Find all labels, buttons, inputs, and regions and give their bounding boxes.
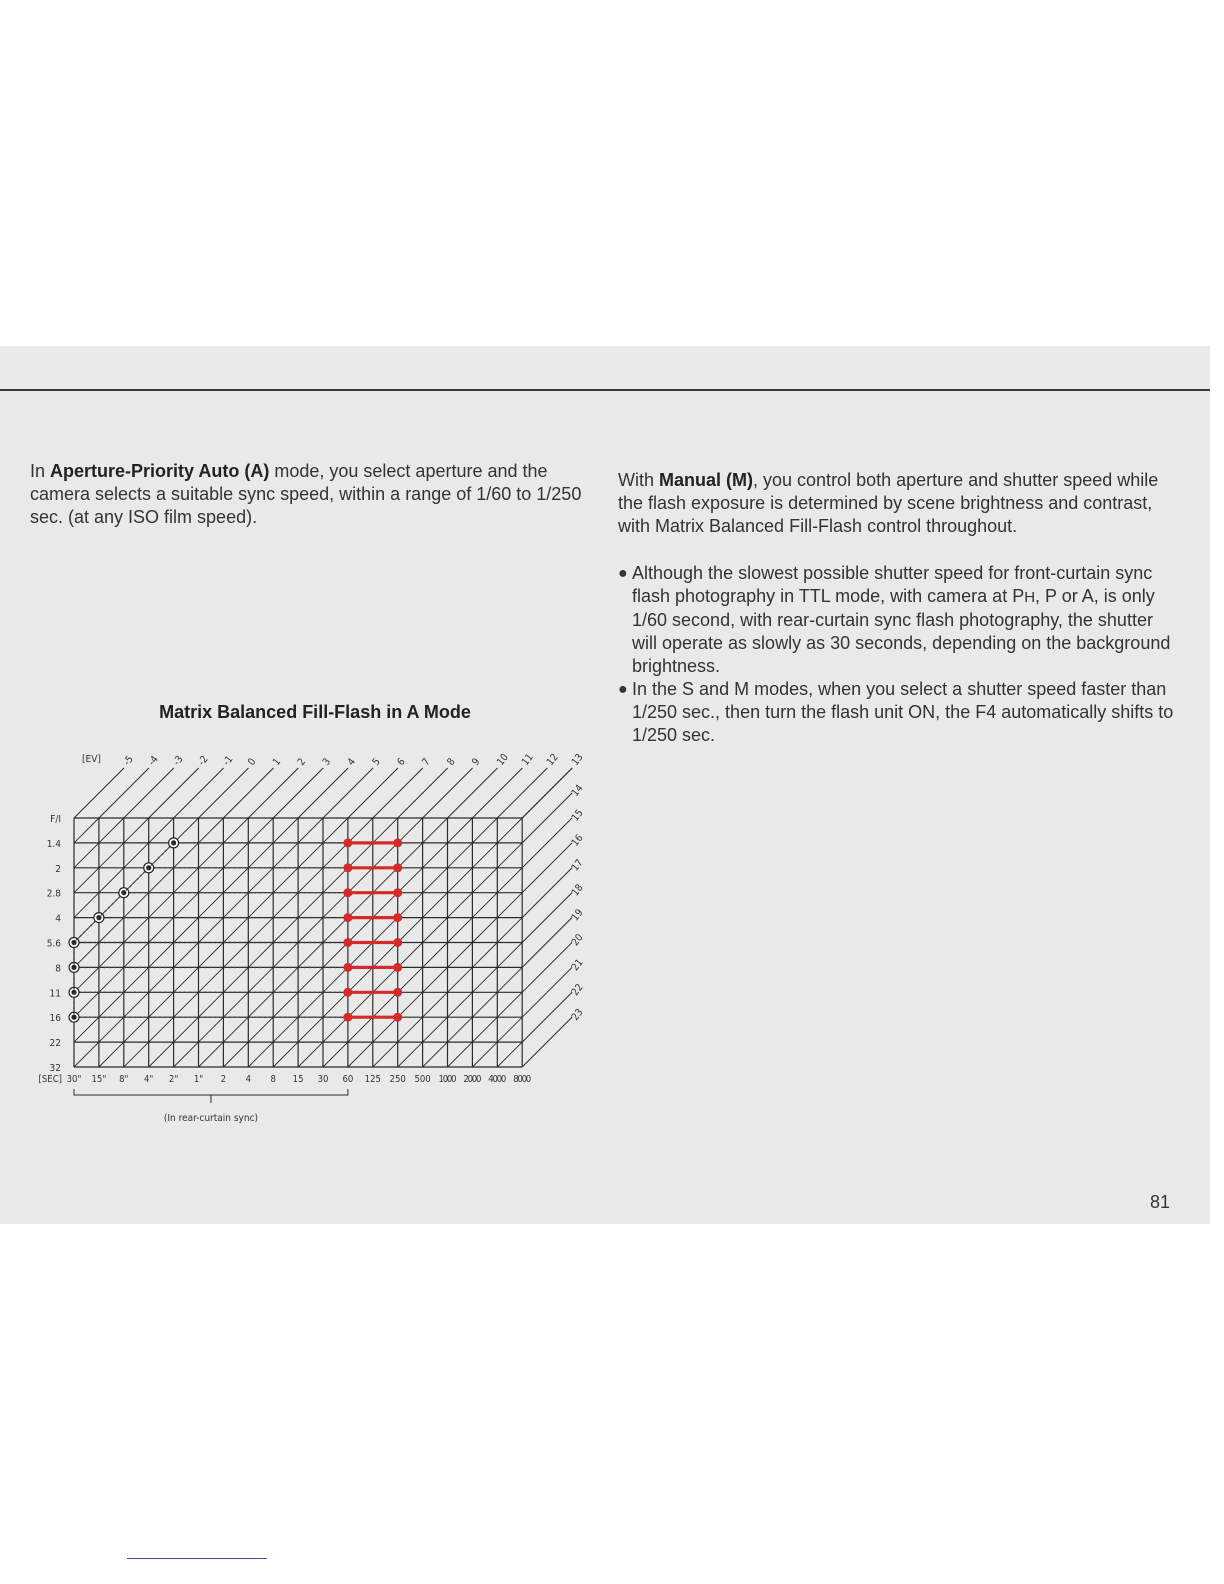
ev-diagonal bbox=[74, 843, 99, 868]
ev-diagonal-right bbox=[522, 917, 572, 967]
ev-diagonal-right bbox=[522, 768, 572, 818]
ev-diagonal bbox=[497, 943, 522, 968]
ev-diagonal bbox=[74, 1042, 99, 1067]
ev-diagonal-top bbox=[74, 768, 124, 818]
shutter-label: 4000 bbox=[488, 1074, 507, 1085]
ev-diagonal-top bbox=[99, 768, 149, 818]
intro-text-start: In bbox=[30, 461, 51, 481]
shutter-label: 30" bbox=[66, 1074, 82, 1085]
note-text: Although the slowest possible shutter speed for front-curtain sync flash photography in TTL mode, with camera at P bbox=[632, 563, 1153, 606]
ev-diagonal bbox=[472, 1042, 497, 1067]
ev-diagonal bbox=[223, 992, 248, 1017]
aperture-label: 1.4 bbox=[46, 838, 61, 850]
ev-diagonal bbox=[373, 1042, 398, 1067]
ev-diagonal bbox=[99, 992, 124, 1017]
ev-diagonal bbox=[199, 868, 224, 893]
ev-diagonal bbox=[124, 1042, 149, 1067]
list-item bbox=[618, 562, 1178, 678]
ev-diagonal-top bbox=[497, 768, 547, 818]
ev-diagonal bbox=[423, 967, 448, 992]
ev-diagonal bbox=[273, 967, 298, 992]
ev-label: 3 bbox=[320, 756, 334, 768]
footer-line bbox=[127, 1558, 267, 1559]
list-item bbox=[618, 678, 1178, 747]
ev-diagonal bbox=[497, 893, 522, 918]
ev-diagonal-right bbox=[522, 818, 572, 868]
ev-diagonal bbox=[323, 918, 348, 943]
ev-diagonal-right bbox=[522, 1017, 572, 1067]
ev-diagonal bbox=[74, 818, 99, 843]
ev-diagonal bbox=[373, 843, 398, 868]
ev-label: 5 bbox=[370, 756, 383, 768]
ev-diagonal-top bbox=[298, 768, 348, 818]
ev-diagonal-right bbox=[522, 793, 572, 843]
aperture-label: 22 bbox=[49, 1038, 61, 1050]
ev-diagonal bbox=[248, 943, 273, 968]
ev-label: -3 bbox=[171, 753, 186, 768]
ev-diagonal bbox=[174, 1042, 199, 1067]
ev-diagonal bbox=[298, 918, 323, 943]
intro-text-start: With bbox=[618, 470, 660, 490]
sync-min-point bbox=[343, 913, 352, 922]
ev-diagonal-top bbox=[223, 768, 273, 818]
ev-diagonal bbox=[124, 943, 149, 968]
aperture-label: 16 bbox=[49, 1013, 61, 1025]
ev-label: -4 bbox=[146, 753, 161, 768]
ev-diagonal-top bbox=[348, 768, 398, 818]
ev-diagonal bbox=[223, 818, 248, 843]
shutter-label: 125 bbox=[364, 1074, 381, 1085]
note-text-end: , P or A, is only 1/60 second, with rear-curtain sync flash photography, the shutter will operate as slowly as 30 seconds, depending on the background brightness. bbox=[632, 586, 1171, 676]
ev-diagonal bbox=[99, 1017, 124, 1042]
ev-diagonal bbox=[348, 1042, 373, 1067]
ev-diagonal bbox=[273, 843, 298, 868]
sync-min-point bbox=[343, 863, 352, 872]
sync-min-point bbox=[343, 963, 352, 972]
ev-label: 22 bbox=[569, 982, 586, 998]
ev-diagonal bbox=[149, 1017, 174, 1042]
ev-diagonal bbox=[398, 843, 423, 868]
ev-label: 15 bbox=[569, 807, 586, 824]
shutter-label: 500 bbox=[414, 1074, 431, 1085]
sync-max-point bbox=[393, 838, 402, 847]
ev-diagonal bbox=[348, 967, 373, 992]
ev-diagonal bbox=[99, 818, 124, 843]
ev-diagonal bbox=[497, 918, 522, 943]
ev-diagonal bbox=[124, 992, 149, 1017]
ev-axis-label: [EV] bbox=[82, 754, 101, 765]
ev-diagonal-top bbox=[273, 768, 323, 818]
ev-diagonal bbox=[472, 868, 497, 893]
ev-label: 0 bbox=[246, 756, 259, 768]
ev-diagonal bbox=[497, 1042, 522, 1067]
ev-diagonal-top bbox=[448, 768, 498, 818]
ev-diagonal bbox=[149, 992, 174, 1017]
ev-diagonal bbox=[174, 1017, 199, 1042]
ev-diagonal bbox=[323, 992, 348, 1017]
shutter-label: 4" bbox=[144, 1074, 154, 1085]
ev-diagonal bbox=[323, 1042, 348, 1067]
ev-label: 13 bbox=[569, 752, 586, 768]
ev-diagonal bbox=[273, 868, 298, 893]
ev-diagonal bbox=[373, 918, 398, 943]
ev-diagonal bbox=[348, 1017, 373, 1042]
shutter-label: 30 bbox=[317, 1074, 329, 1085]
shutter-label: 8" bbox=[119, 1074, 129, 1085]
ev-diagonal bbox=[423, 818, 448, 843]
ev-diagonal bbox=[174, 868, 199, 893]
ev-diagonal bbox=[99, 967, 124, 992]
sync-max-point bbox=[393, 863, 402, 872]
aperture-label: 8 bbox=[55, 963, 61, 975]
ev-diagonal bbox=[223, 868, 248, 893]
ev-diagonal bbox=[298, 967, 323, 992]
ev-diagonal bbox=[373, 818, 398, 843]
intro-text-end: mode, you select aperture and the camera selects a suitable sync speed, within a range of 1/60 to 1/250 sec. (at any ISO film speed). bbox=[30, 461, 582, 527]
note-text: In the S and M modes, when you select a shutter speed faster than 1/250 sec., then turn the flash unit ON, the F4 automatically shifts to 1/250 sec. bbox=[632, 679, 1174, 745]
ev-diagonal bbox=[497, 818, 522, 843]
sync-max-point bbox=[393, 1013, 402, 1022]
shutter-label: 2 bbox=[220, 1074, 227, 1085]
ev-label: 10 bbox=[495, 752, 511, 768]
ev-diagonal bbox=[423, 843, 448, 868]
ev-label: 18 bbox=[569, 882, 586, 899]
ev-diagonal bbox=[273, 818, 298, 843]
ev-diagonal-top bbox=[423, 768, 473, 818]
ev-diagonal-top bbox=[199, 768, 249, 818]
rear-curtain-bracket bbox=[74, 1089, 348, 1095]
ev-diagonal bbox=[398, 918, 423, 943]
ev-diagonal bbox=[199, 1042, 224, 1067]
note-subscript: H bbox=[1024, 589, 1036, 606]
ev-diagonal bbox=[472, 893, 497, 918]
ev-diagonal bbox=[174, 893, 199, 918]
ev-diagonal bbox=[248, 992, 273, 1017]
ev-label: 14 bbox=[569, 782, 586, 799]
exposure-chart bbox=[0, 740, 620, 1140]
ev-diagonal bbox=[348, 843, 373, 868]
shutter-axis-label: [SEC] bbox=[38, 1074, 62, 1085]
intro-text-end: , you control both aperture and shutter speed while the flash exposure is determined by scene brightness and contrast, with Matrix Balanced Fill-Flash control throughout. bbox=[618, 470, 1159, 536]
ev-diagonal-right bbox=[522, 967, 572, 1017]
rear-curtain-note: (In rear-curtain sync) bbox=[163, 1113, 259, 1124]
ev-diagonal bbox=[398, 943, 423, 968]
ev-diagonal bbox=[273, 893, 298, 918]
mode-name-aperture-priority: Aperture-Priority Auto (A) bbox=[50, 461, 270, 481]
ev-diagonal bbox=[423, 943, 448, 968]
ev-diagonal bbox=[248, 893, 273, 918]
ev-diagonal bbox=[248, 843, 273, 868]
sync-min-point bbox=[343, 938, 352, 947]
ev-diagonal bbox=[472, 967, 497, 992]
intro-manual bbox=[618, 469, 1188, 538]
sync-max-point bbox=[393, 963, 402, 972]
ev-diagonal bbox=[273, 992, 298, 1017]
sync-min-point bbox=[343, 1013, 352, 1022]
bullet-icon: ● bbox=[618, 565, 628, 582]
ev-diagonal bbox=[298, 843, 323, 868]
ev-diagonal bbox=[248, 967, 273, 992]
ev-diagonal bbox=[497, 843, 522, 868]
ev-diagonal bbox=[472, 843, 497, 868]
ev-label: 19 bbox=[569, 907, 586, 924]
sync-min-point bbox=[343, 838, 352, 847]
ev-label: 11 bbox=[520, 752, 536, 768]
ev-diagonal bbox=[298, 818, 323, 843]
ev-diagonal-top bbox=[149, 768, 199, 818]
ev-diagonal-top bbox=[174, 768, 224, 818]
ev-diagonal bbox=[448, 843, 473, 868]
ev-diagonal bbox=[423, 893, 448, 918]
ev-diagonal bbox=[423, 1042, 448, 1067]
ev-diagonal-right bbox=[522, 868, 572, 918]
ev-diagonal bbox=[199, 943, 224, 968]
ev-diagonal bbox=[348, 943, 373, 968]
aperture-label: 4 bbox=[55, 913, 61, 925]
ev-label: 4 bbox=[345, 756, 358, 768]
ev-diagonal-right bbox=[522, 843, 572, 893]
aperture-label: 2.8 bbox=[46, 888, 61, 900]
ev-diagonal bbox=[373, 967, 398, 992]
ev-diagonal bbox=[472, 992, 497, 1017]
ev-label: 20 bbox=[569, 932, 586, 949]
ev-diagonal bbox=[298, 868, 323, 893]
ev-diagonal bbox=[199, 893, 224, 918]
ev-diagonal bbox=[373, 992, 398, 1017]
aperture-label: 2 bbox=[55, 863, 61, 875]
ev-diagonal bbox=[373, 943, 398, 968]
ev-diagonal bbox=[199, 918, 224, 943]
ev-diagonal bbox=[472, 1017, 497, 1042]
ev-diagonal bbox=[448, 943, 473, 968]
ev-diagonal bbox=[472, 943, 497, 968]
ev-diagonal bbox=[99, 943, 124, 968]
ev-diagonal-top bbox=[323, 768, 373, 818]
ev-diagonal-top bbox=[398, 768, 448, 818]
ev-diagonal bbox=[348, 818, 373, 843]
ev-diagonal bbox=[497, 868, 522, 893]
ev-diagonal bbox=[298, 1017, 323, 1042]
sync-max-point bbox=[393, 938, 402, 947]
ev-label: 16 bbox=[569, 832, 586, 849]
ev-diagonal bbox=[323, 868, 348, 893]
shutter-label: 4 bbox=[245, 1074, 252, 1085]
ev-diagonal bbox=[124, 967, 149, 992]
shutter-label: 1" bbox=[193, 1074, 204, 1085]
shutter-label: 250 bbox=[389, 1074, 406, 1085]
ev-diagonal bbox=[398, 967, 423, 992]
ev-diagonal bbox=[448, 992, 473, 1017]
ev-diagonal-top bbox=[472, 768, 522, 818]
shutter-label: 8 bbox=[270, 1074, 276, 1085]
ev-diagonal bbox=[149, 967, 174, 992]
ev-diagonal bbox=[348, 918, 373, 943]
ev-diagonal bbox=[149, 893, 174, 918]
ev-diagonal bbox=[323, 818, 348, 843]
ev-diagonal bbox=[448, 868, 473, 893]
ev-diagonal bbox=[223, 893, 248, 918]
ev-diagonal bbox=[248, 868, 273, 893]
ev-diagonal bbox=[248, 818, 273, 843]
ev-diagonal bbox=[273, 943, 298, 968]
ev-diagonal bbox=[497, 1017, 522, 1042]
bullet-icon: ● bbox=[618, 681, 628, 698]
ev-diagonal bbox=[373, 893, 398, 918]
shutter-label: 2" bbox=[168, 1074, 179, 1085]
ev-diagonal bbox=[199, 1017, 224, 1042]
ev-diagonal bbox=[199, 992, 224, 1017]
ev-diagonal bbox=[348, 868, 373, 893]
ev-diagonal bbox=[448, 967, 473, 992]
ev-diagonal bbox=[199, 967, 224, 992]
ev-diagonal bbox=[398, 868, 423, 893]
ev-diagonal bbox=[398, 1042, 423, 1067]
shutter-label: 1000 bbox=[438, 1074, 457, 1085]
ev-diagonal-right bbox=[522, 942, 572, 992]
ev-diagonal bbox=[199, 818, 224, 843]
aperture-label: 5.6 bbox=[46, 938, 61, 950]
ev-diagonal bbox=[223, 918, 248, 943]
ev-label: -2 bbox=[196, 753, 211, 768]
top-rule bbox=[0, 389, 1210, 391]
ev-label: 6 bbox=[395, 756, 408, 768]
ev-label: 17 bbox=[569, 857, 586, 874]
ev-diagonal bbox=[398, 893, 423, 918]
ev-diagonal bbox=[223, 1042, 248, 1067]
ev-diagonal bbox=[323, 943, 348, 968]
ev-diagonal-top bbox=[248, 768, 298, 818]
ev-label: 23 bbox=[569, 1007, 586, 1023]
ev-diagonal bbox=[448, 1042, 473, 1067]
ev-diagonal bbox=[398, 818, 423, 843]
page-number: 81 bbox=[1150, 1192, 1171, 1212]
ev-diagonal bbox=[448, 1017, 473, 1042]
ev-diagonal-right bbox=[522, 893, 572, 943]
ev-diagonal bbox=[448, 893, 473, 918]
ev-diagonal bbox=[323, 893, 348, 918]
sync-min-point bbox=[343, 888, 352, 897]
sync-min-point bbox=[343, 988, 352, 997]
ev-diagonal bbox=[149, 1042, 174, 1067]
sync-max-point bbox=[393, 888, 402, 897]
shutter-label: 15" bbox=[91, 1074, 107, 1085]
notes-list bbox=[618, 562, 1178, 747]
ev-diagonal bbox=[174, 967, 199, 992]
ev-diagonal bbox=[398, 992, 423, 1017]
ev-diagonal bbox=[248, 1017, 273, 1042]
ev-diagonal bbox=[149, 918, 174, 943]
ev-diagonal bbox=[348, 893, 373, 918]
ev-diagonal bbox=[373, 1017, 398, 1042]
ev-label: 21 bbox=[569, 957, 586, 974]
intro-aperture-priority bbox=[30, 460, 590, 529]
shutter-label: 60 bbox=[342, 1074, 354, 1085]
ev-diagonal bbox=[423, 992, 448, 1017]
ev-diagonal bbox=[124, 818, 149, 843]
shutter-label: 2000 bbox=[463, 1074, 482, 1085]
ev-diagonal bbox=[497, 992, 522, 1017]
ev-label: 8 bbox=[445, 756, 458, 768]
sync-max-point bbox=[393, 913, 402, 922]
ev-diagonal bbox=[398, 1017, 423, 1042]
ev-diagonal bbox=[124, 1017, 149, 1042]
aperture-axis-label: F/I bbox=[50, 814, 61, 825]
ev-diagonal bbox=[323, 1017, 348, 1042]
ev-diagonal-top bbox=[373, 768, 423, 818]
ev-diagonal bbox=[298, 943, 323, 968]
ev-diagonal bbox=[149, 943, 174, 968]
aperture-label: 11 bbox=[49, 988, 61, 1000]
chart-title: Matrix Balanced Fill-Flash in A Mode bbox=[159, 702, 471, 722]
ev-diagonal bbox=[273, 1042, 298, 1067]
ev-label: -5 bbox=[121, 753, 136, 768]
ev-diagonal bbox=[273, 1017, 298, 1042]
ev-diagonal bbox=[248, 1042, 273, 1067]
ev-label: 2 bbox=[295, 756, 309, 768]
ev-diagonal bbox=[423, 868, 448, 893]
ev-diagonal bbox=[174, 992, 199, 1017]
shutter-label: 15 bbox=[292, 1074, 304, 1085]
ev-label: 12 bbox=[544, 752, 561, 768]
ev-label: -1 bbox=[221, 753, 236, 768]
aperture-label: 32 bbox=[49, 1063, 61, 1074]
shutter-label: 8000 bbox=[513, 1074, 532, 1085]
ev-diagonal bbox=[497, 967, 522, 992]
sync-max-point bbox=[393, 988, 402, 997]
ev-diagonal bbox=[74, 868, 99, 893]
ev-diagonal bbox=[99, 1042, 124, 1067]
ev-diagonal bbox=[199, 843, 224, 868]
ev-label: 9 bbox=[470, 756, 483, 768]
ev-diagonal bbox=[174, 943, 199, 968]
ev-diagonal bbox=[298, 893, 323, 918]
ev-diagonal-top bbox=[124, 768, 174, 818]
ev-diagonal bbox=[472, 818, 497, 843]
ev-diagonal bbox=[348, 992, 373, 1017]
ev-diagonal bbox=[248, 918, 273, 943]
ev-diagonal bbox=[223, 1017, 248, 1042]
ev-diagonal bbox=[423, 918, 448, 943]
ev-label: 1 bbox=[271, 756, 284, 768]
ev-diagonal bbox=[273, 918, 298, 943]
ev-diagonal bbox=[298, 992, 323, 1017]
ev-diagonal bbox=[448, 818, 473, 843]
ev-diagonal bbox=[174, 918, 199, 943]
ev-diagonal bbox=[124, 918, 149, 943]
ev-diagonal bbox=[99, 843, 124, 868]
ev-diagonal bbox=[323, 843, 348, 868]
ev-diagonal bbox=[448, 918, 473, 943]
ev-diagonal bbox=[223, 843, 248, 868]
ev-diagonal bbox=[223, 943, 248, 968]
ev-diagonal bbox=[423, 1017, 448, 1042]
ev-diagonal-right bbox=[522, 992, 572, 1042]
ev-diagonal bbox=[223, 967, 248, 992]
mode-name-manual: Manual (M) bbox=[659, 470, 754, 490]
ev-diagonal bbox=[323, 967, 348, 992]
ev-diagonal bbox=[373, 868, 398, 893]
ev-diagonal bbox=[298, 1042, 323, 1067]
ev-diagonal bbox=[472, 918, 497, 943]
ev-label: 7 bbox=[420, 756, 433, 768]
